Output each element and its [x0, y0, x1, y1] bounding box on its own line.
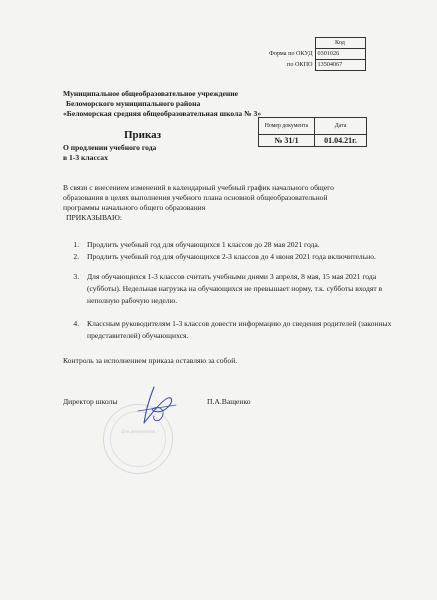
subject-line-2: в 1-3 классах	[63, 153, 108, 162]
signature-name: П.А.Ващенко	[207, 397, 251, 406]
org-line-3: «Беломорская средняя общеобразовательная школа № 3»	[63, 109, 262, 118]
list-item: 2. Продлить учебный год для обучающихся 2-3 классов до 4 июня 2021 года включительно.	[81, 251, 401, 263]
order-date: 01.04.21г.	[315, 135, 367, 147]
codes-header: Код	[315, 38, 365, 49]
signature-position: Директор школы	[63, 397, 118, 406]
order-items	[63, 239, 401, 342]
handwritten-signature	[132, 383, 192, 429]
number-header: Номер документа	[259, 118, 315, 135]
order-word: ПРИКАЗЫВАЮ:	[66, 213, 122, 222]
date-header: Дата	[315, 118, 367, 135]
preamble-line-3: программы начального общего образования	[63, 203, 206, 212]
codes-table	[259, 37, 366, 71]
order-number: № 31/1	[259, 135, 315, 147]
order-table	[258, 117, 367, 147]
okpo-value: 13504067	[315, 60, 365, 71]
org-line-1: Муниципальное общеобразовательное учреждение	[63, 89, 238, 98]
okud-value: 0301026	[315, 49, 365, 60]
order-title: Приказ	[124, 129, 162, 141]
codes-row	[259, 49, 365, 60]
list-item: 1. Продлить учебный год для обучающихся 1 классов до 28 мая 2021 года.	[81, 239, 401, 251]
stamp-text: Для документов	[120, 430, 156, 435]
control-line: Контроль за исполнением приказа оставляю за собой.	[63, 356, 238, 365]
list-item: 4. Классным руководителям 1-3 классов довести информацию до сведения родителей (законных представителей) обучающихся.	[81, 318, 401, 342]
preamble-line-1: В связи с внесением изменений в календарный учебный график начального общего	[63, 183, 334, 192]
preamble-line-2: образования в целях выполнения учебного плана основной общеобразовательной	[63, 193, 328, 202]
org-line-2: Беломорского муниципального района	[66, 99, 201, 108]
okud-label: Форма по ОКУД	[268, 50, 313, 57]
subject-line-1: О продлении учебного года	[63, 143, 157, 152]
okpo-label: по ОКПО	[287, 61, 313, 68]
list-item: 3. Для обучающихся 1-3 классов считать учебными днями 3 апреля, 8 мая, 15 мая 2021 года (субботы). Недельная нагрузка на обучающихся не превышает норму, т.к. субботы входят в неполную рабочую неделю.	[81, 271, 401, 307]
codes-row	[259, 60, 365, 71]
